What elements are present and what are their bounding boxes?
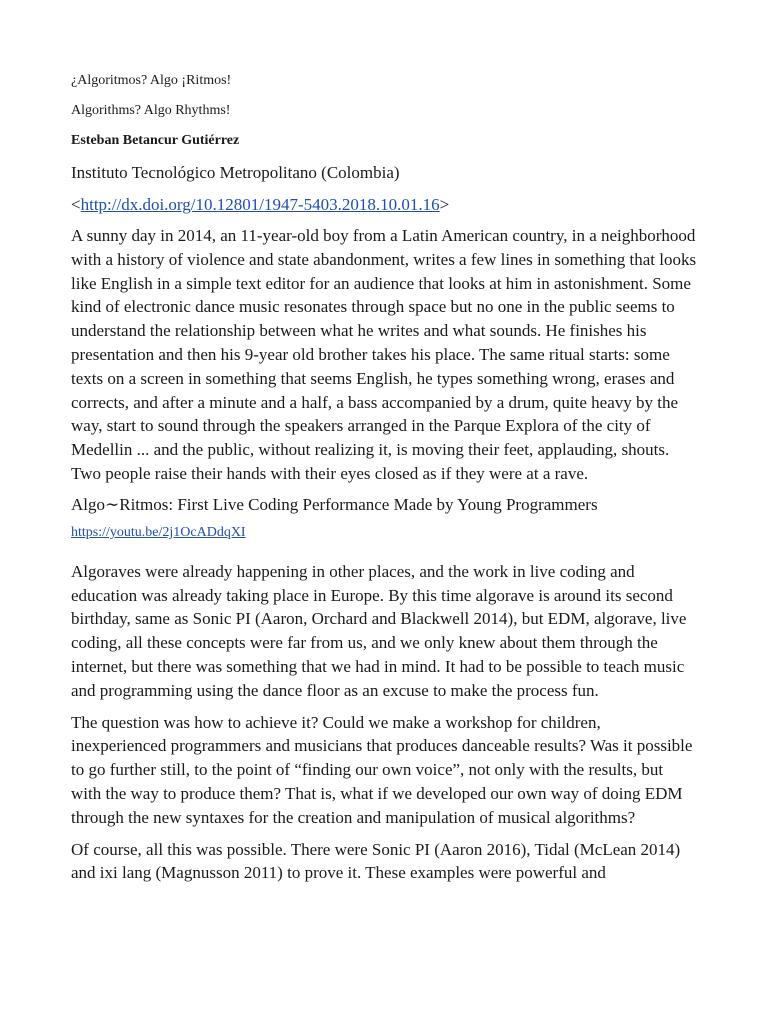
- paragraph-of-course: Of course, all this was possible. There were Sonic PI (Aaron 2016), Tidal (McLean 2014) and ixi lang (Magnusson 2011) to prove it. These examples were powerful and: [71, 839, 681, 883]
- paragraph-question: The question was how to achieve it? Could we make a workshop for children, inexperienced programmers and musicians that produces danceable results? Was it possible to go further still, to the point of “finding our own voice”, not only with the results, but with the way to produce them? That is, what if we developed our own way of doing EDM through the new syntaxes for the creation and manipulation of musical algorithms?: [71, 712, 693, 827]
- doi-close-bracket: >: [439, 195, 450, 214]
- video-title: Algo∼Ritmos: First Live Coding Performance Made by Young Programmers: [71, 494, 598, 514]
- doi-link[interactable]: http://dx.doi.org/10.12801/1947-5403.2018.10.01.16: [80, 195, 440, 214]
- author-name: Esteban Betancur Gutiérrez: [71, 133, 240, 148]
- doi-open-bracket: <: [71, 195, 81, 214]
- doi-line: [71, 194, 697, 216]
- paragraph-intro: A sunny day in 2014, an 11-year-old boy from a Latin American country, in a neighborhood with a history of violence and state abandonment, writes a few lines in something that looks like English in a simple text editor for an audience that looks at him in astonishment. Some kind of electronic dance music resonates through space but no one in the public seems to understand the relationship between what he writes and what sounds. He finishes his presentation and then his 9-year old brother takes his place. The same ritual starts: some texts on a screen in something that seems English, he types something wrong, erases and corrects, and after a minute and a half, a bass accompanied by a drum, quite heavy by the way, start to sound through the speakers arranged in the Parque Explora of the city of Medellin ... and the public, without realizing it, is moving their feet, applauding, shouts. Two people raise their hands with their eyes closed as if they were at a rave.: [71, 226, 697, 483]
- title-spanish: ¿Algoritmos? Algo ¡Ritmos!: [71, 73, 232, 88]
- title-english: Algorithms? Algo Rhythms!: [71, 103, 231, 118]
- video-link[interactable]: https://youtu.be/2j1OcADdqXI: [71, 524, 246, 540]
- document-page: [71, 72, 697, 893]
- paragraph-algoraves: Algoraves were already happening in other places, and the work in live coding and education was already taking place in Europe. By this time algorave is around its second birthday, same as Sonic PI (Aaron, Orchard and Blackwell 2014), but EDM, algorave, live coding, all these concepts were far from us, and we only knew about them through the internet, but there was something that we had in mind. It had to be possible to teach music and programming using the dance floor as an excuse to make the process fun.: [71, 561, 687, 700]
- video-link-line: [71, 524, 697, 542]
- affiliation: Instituto Tecnológico Metropolitano (Colombia): [71, 163, 400, 182]
